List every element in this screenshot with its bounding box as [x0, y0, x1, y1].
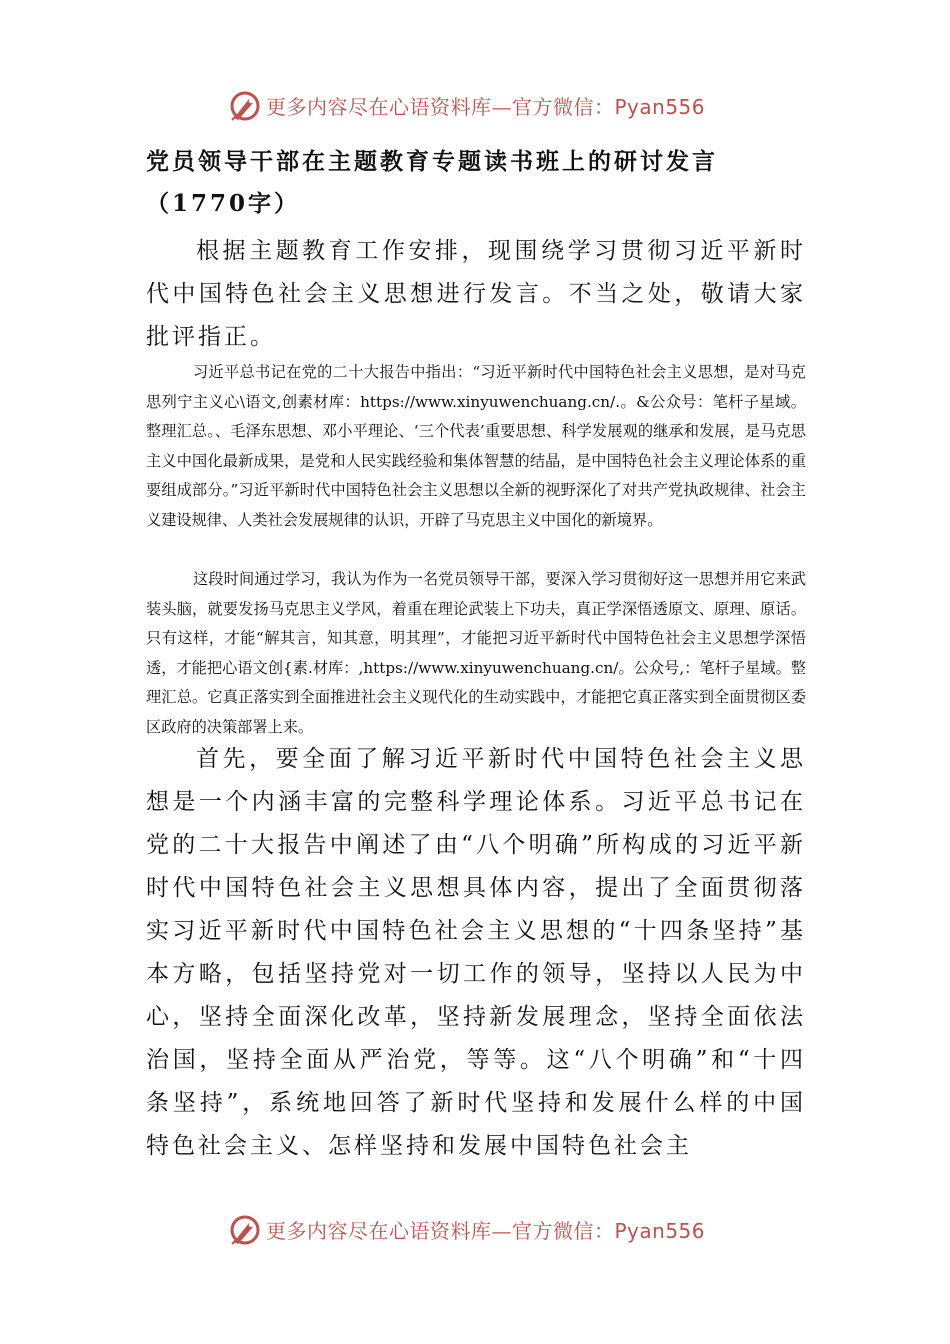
banner-text: [266, 1215, 705, 1244]
wechat-id: Pyan556: [614, 1219, 706, 1243]
banner-label: 更多内容尽在心语资料库—官方微信：: [266, 95, 615, 119]
header-banner: [0, 86, 950, 126]
wechat-id: Pyan556: [614, 95, 706, 119]
document-title: 党员领导干部在主题教育专题读书班上的研讨发言（1770字）: [146, 148, 718, 217]
pen-nib-circle-icon: [228, 89, 262, 123]
pen-nib-circle-icon: [228, 1213, 262, 1247]
body-paragraph: 首先，要全面了解习近平新时代中国特色社会主义思想是一个内涵丰富的完整科学理论体系。习近平总书记在党的二十大报告中阐述了由“八个明确”所构成的习近平新时代中国特色社会主义思想具体内容，提出了全面贯彻落实习近平新时代中国特色社会主义思想的“十四条坚持”基本方略，包括坚持党对一切工作的领导，坚持以人民为中心，坚持全面深化改革，坚持新发展理念，坚持全面依法治国，坚持全面从严治党，等等。这“八个明确”和“十四条坚持”，系统地回答了新时代坚持和发展什么样的中国特色社会主义、怎样坚持和发展中国特色社会主: [146, 746, 806, 1159]
banner-text: [266, 91, 705, 120]
body-paragraph: 习近平总书记在党的二十大报告中指出：“习近平新时代中国特色社会主义思想，是对马克思列宁主义心\语文,创素材库：https://www.xinyuwenchuang.cn/.。&公众号：笔杆子星域。整理汇总。、毛泽东思想、邓小平理论、‘三个代表’重要思想、科学发展观的继承和发展，是马克思主义中国化最新成果，是党和人民实践经验和集体智慧的结晶，是中国特色社会主义理论体系的重要组成部分。”习近平新时代中国特色社会主义思想以全新的视野深化了对共产党执政规律、社会主义建设规律、人类社会发展规律的认识，开辟了马克思主义中国化的新境界。: [146, 363, 806, 529]
intro-paragraph: 根据主题教育工作安排，现围绕学习贯彻习近平新时代中国特色社会主义思想进行发言。不当之处，敬请大家批评指正。: [146, 238, 806, 350]
banner-label: 更多内容尽在心语资料库—官方微信：: [266, 1219, 615, 1243]
footer-banner: [0, 1210, 950, 1250]
body-paragraph: 这段时间通过学习，我认为作为一名党员领导干部，要深入学习贯彻好这一思想并用它来武装头脑，就要发扬马克思主义学风，着重在理论武装上下功夫，真正学深悟透原文、原理、原话。只有这样，才能“解其言，知其意，明其理”，才能把习近平新时代中国特色社会主义思想学深悟透，才能把心语文创{素.材库：,https://www.xinyuwenchuang.cn/。公众号,：笔杆子星域。整理汇总。它真正落实到全面推进社会主义现代化的生动实践中，才能把它真正落实到全面贯彻区委区政府的决策部署上来。: [146, 570, 806, 736]
